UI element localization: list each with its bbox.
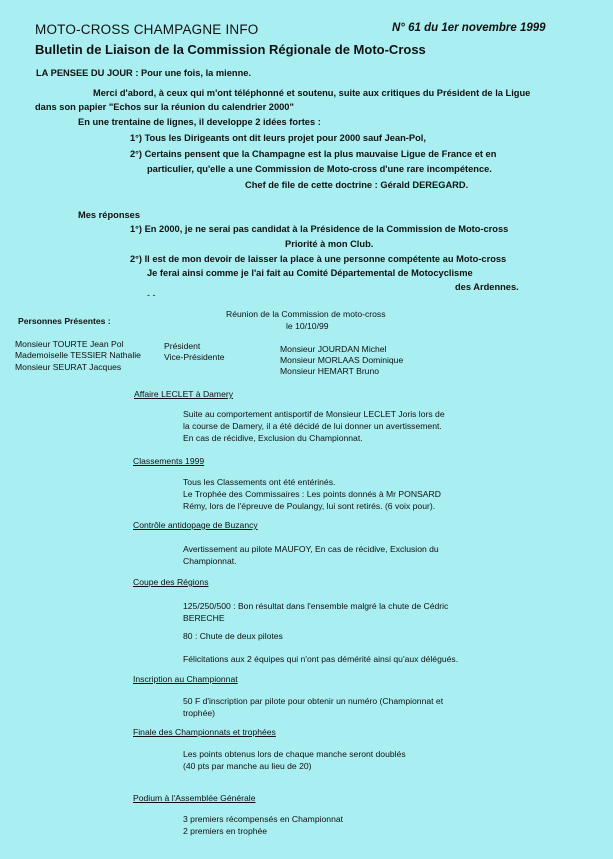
person-left-1: Monsieur TOURTE Jean Pol (15, 339, 124, 349)
idea-1: 1°) Tous les Dirigeants ont dit leurs projet pour 2000 sauf Jean-Pol, (130, 133, 426, 143)
section-line: Le Trophée des Commissaires : Les points donnés à Mr PONSARD (183, 489, 441, 499)
person-right-3: Monsieur HEMART Bruno (280, 366, 380, 376)
response-1a: 1°) En 2000, je ne serai pas candidat à la Présidence de la Commission de Moto-cross (130, 224, 509, 234)
intro-line-3: En une trentaine de lignes, il developpe 2 idées fortes : (78, 117, 321, 127)
section-title-coupe: Coupe des Régions (133, 577, 209, 587)
meeting-date: le 10/10/99 (286, 321, 329, 331)
section-line: 2 premiers en trophée (183, 826, 268, 836)
bulletin-subtitle: Bulletin de Liaison de la Commission Régionale de Moto-Cross (35, 42, 426, 57)
issue-number: N° 61 du 1er novembre 1999 (392, 22, 546, 34)
section-title-antidopage: Contrôle antidopage de Buzancy (133, 520, 258, 530)
section-line: 50 F d'inscription par pilote pour obtenir un numéro (Championnat et (183, 696, 444, 706)
section-title-classements: Classements 1999 (133, 456, 205, 466)
section-line: Félicitations aux 2 équipes qui n'ont pas démérité ainsi qu'aux délégués. (183, 654, 459, 664)
intro-line-2: dans son papier "Echos sur la réunion du calendrier 2000" (35, 102, 294, 112)
response-2c: des Ardennes. (455, 282, 519, 292)
role-1: Président (164, 341, 201, 351)
idea-2c: Chef de file de cette doctrine : Gérald DEREGARD. (245, 180, 469, 190)
section-line: Avertissement au pilote MAUFOY, En cas de récidive, Exclusion du (183, 544, 439, 554)
section-line: Tous les Classements ont été entérinés. (183, 477, 336, 487)
dash-mark: - - (147, 290, 156, 300)
responses-label: Mes réponses (78, 210, 141, 220)
person-left-3: Monsieur SEURAT Jacques (15, 362, 122, 372)
intro-line-1: Merci d'abord, à ceux qui m'ont téléphonné et soutenu, suite aux critiques du Président de la Ligue (93, 88, 531, 98)
section-line: Rémy, lors de l'épreuve de Poulangy, lui sont retirés. (6 voix pour). (183, 501, 436, 511)
section-title-podium: Podium à l'Assemblée Générale (133, 793, 256, 803)
role-2: Vice-Présidente (164, 352, 225, 362)
section-line: 80 : Chute de deux pilotes (183, 631, 283, 641)
present-label: Personnes Présentes : (18, 316, 111, 326)
section-title-inscription: Inscription au Championnat (133, 674, 238, 684)
section-line: la course de Damery, il a été décidé de lui donner un avertissement. (183, 421, 442, 431)
person-left-2: Mademoiselle TESSIER Nathalie (15, 350, 141, 360)
pensee-text: Pour une fois, la mienne. (141, 68, 252, 78)
person-right-2: Monsieur MORLAAS Dominique (280, 355, 404, 365)
section-title-finale: Finale des Championnats et trophées (133, 727, 276, 737)
section-line: Les points obtenus lors de chaque manche seront doublés (183, 749, 406, 759)
response-2a: 2°) Il est de mon devoir de laisser la place à une personne compétente au Moto-cross (130, 254, 507, 264)
section-line: BERECHE (183, 613, 225, 623)
response-2b: Je ferai ainsi comme je l'ai fait au Comité Départemental de Motocyclisme (147, 268, 473, 278)
section-line: En cas de récidive, Exclusion du Championnat. (183, 433, 363, 443)
section-line: Championnat. (183, 556, 237, 566)
meeting-title: Réunion de la Commission de moto-cross (226, 309, 386, 319)
section-line: Suite au comportement antisportif de Monsieur LECLET Joris lors de (183, 409, 445, 419)
response-1b: Priorité à mon Club. (285, 239, 374, 249)
idea-2b: particulier, qu'elle a une Commission de Moto-cross d'une rare incompétence. (147, 164, 492, 174)
section-title-leclet: Affaire LECLET à Damery (134, 389, 234, 399)
pensee-label: LA PENSEE DU JOUR : (36, 68, 139, 78)
section-line: trophée) (183, 708, 216, 718)
section-line: 3 premiers récompensés en Championnat (183, 814, 344, 824)
section-line: 125/250/500 : Bon résultat dans l'ensemble malgré la chute de Cédric (183, 601, 449, 611)
idea-2a: 2°) Certains pensent que la Champagne est la plus mauvaise Ligue de France et en (130, 149, 497, 159)
section-line: (40 pts par manche au lieu de 20) (183, 761, 312, 771)
bulletin-title: MOTO-CROSS CHAMPAGNE INFO (35, 22, 259, 37)
person-right-1: Monsieur JOURDAN Michel (280, 344, 387, 354)
